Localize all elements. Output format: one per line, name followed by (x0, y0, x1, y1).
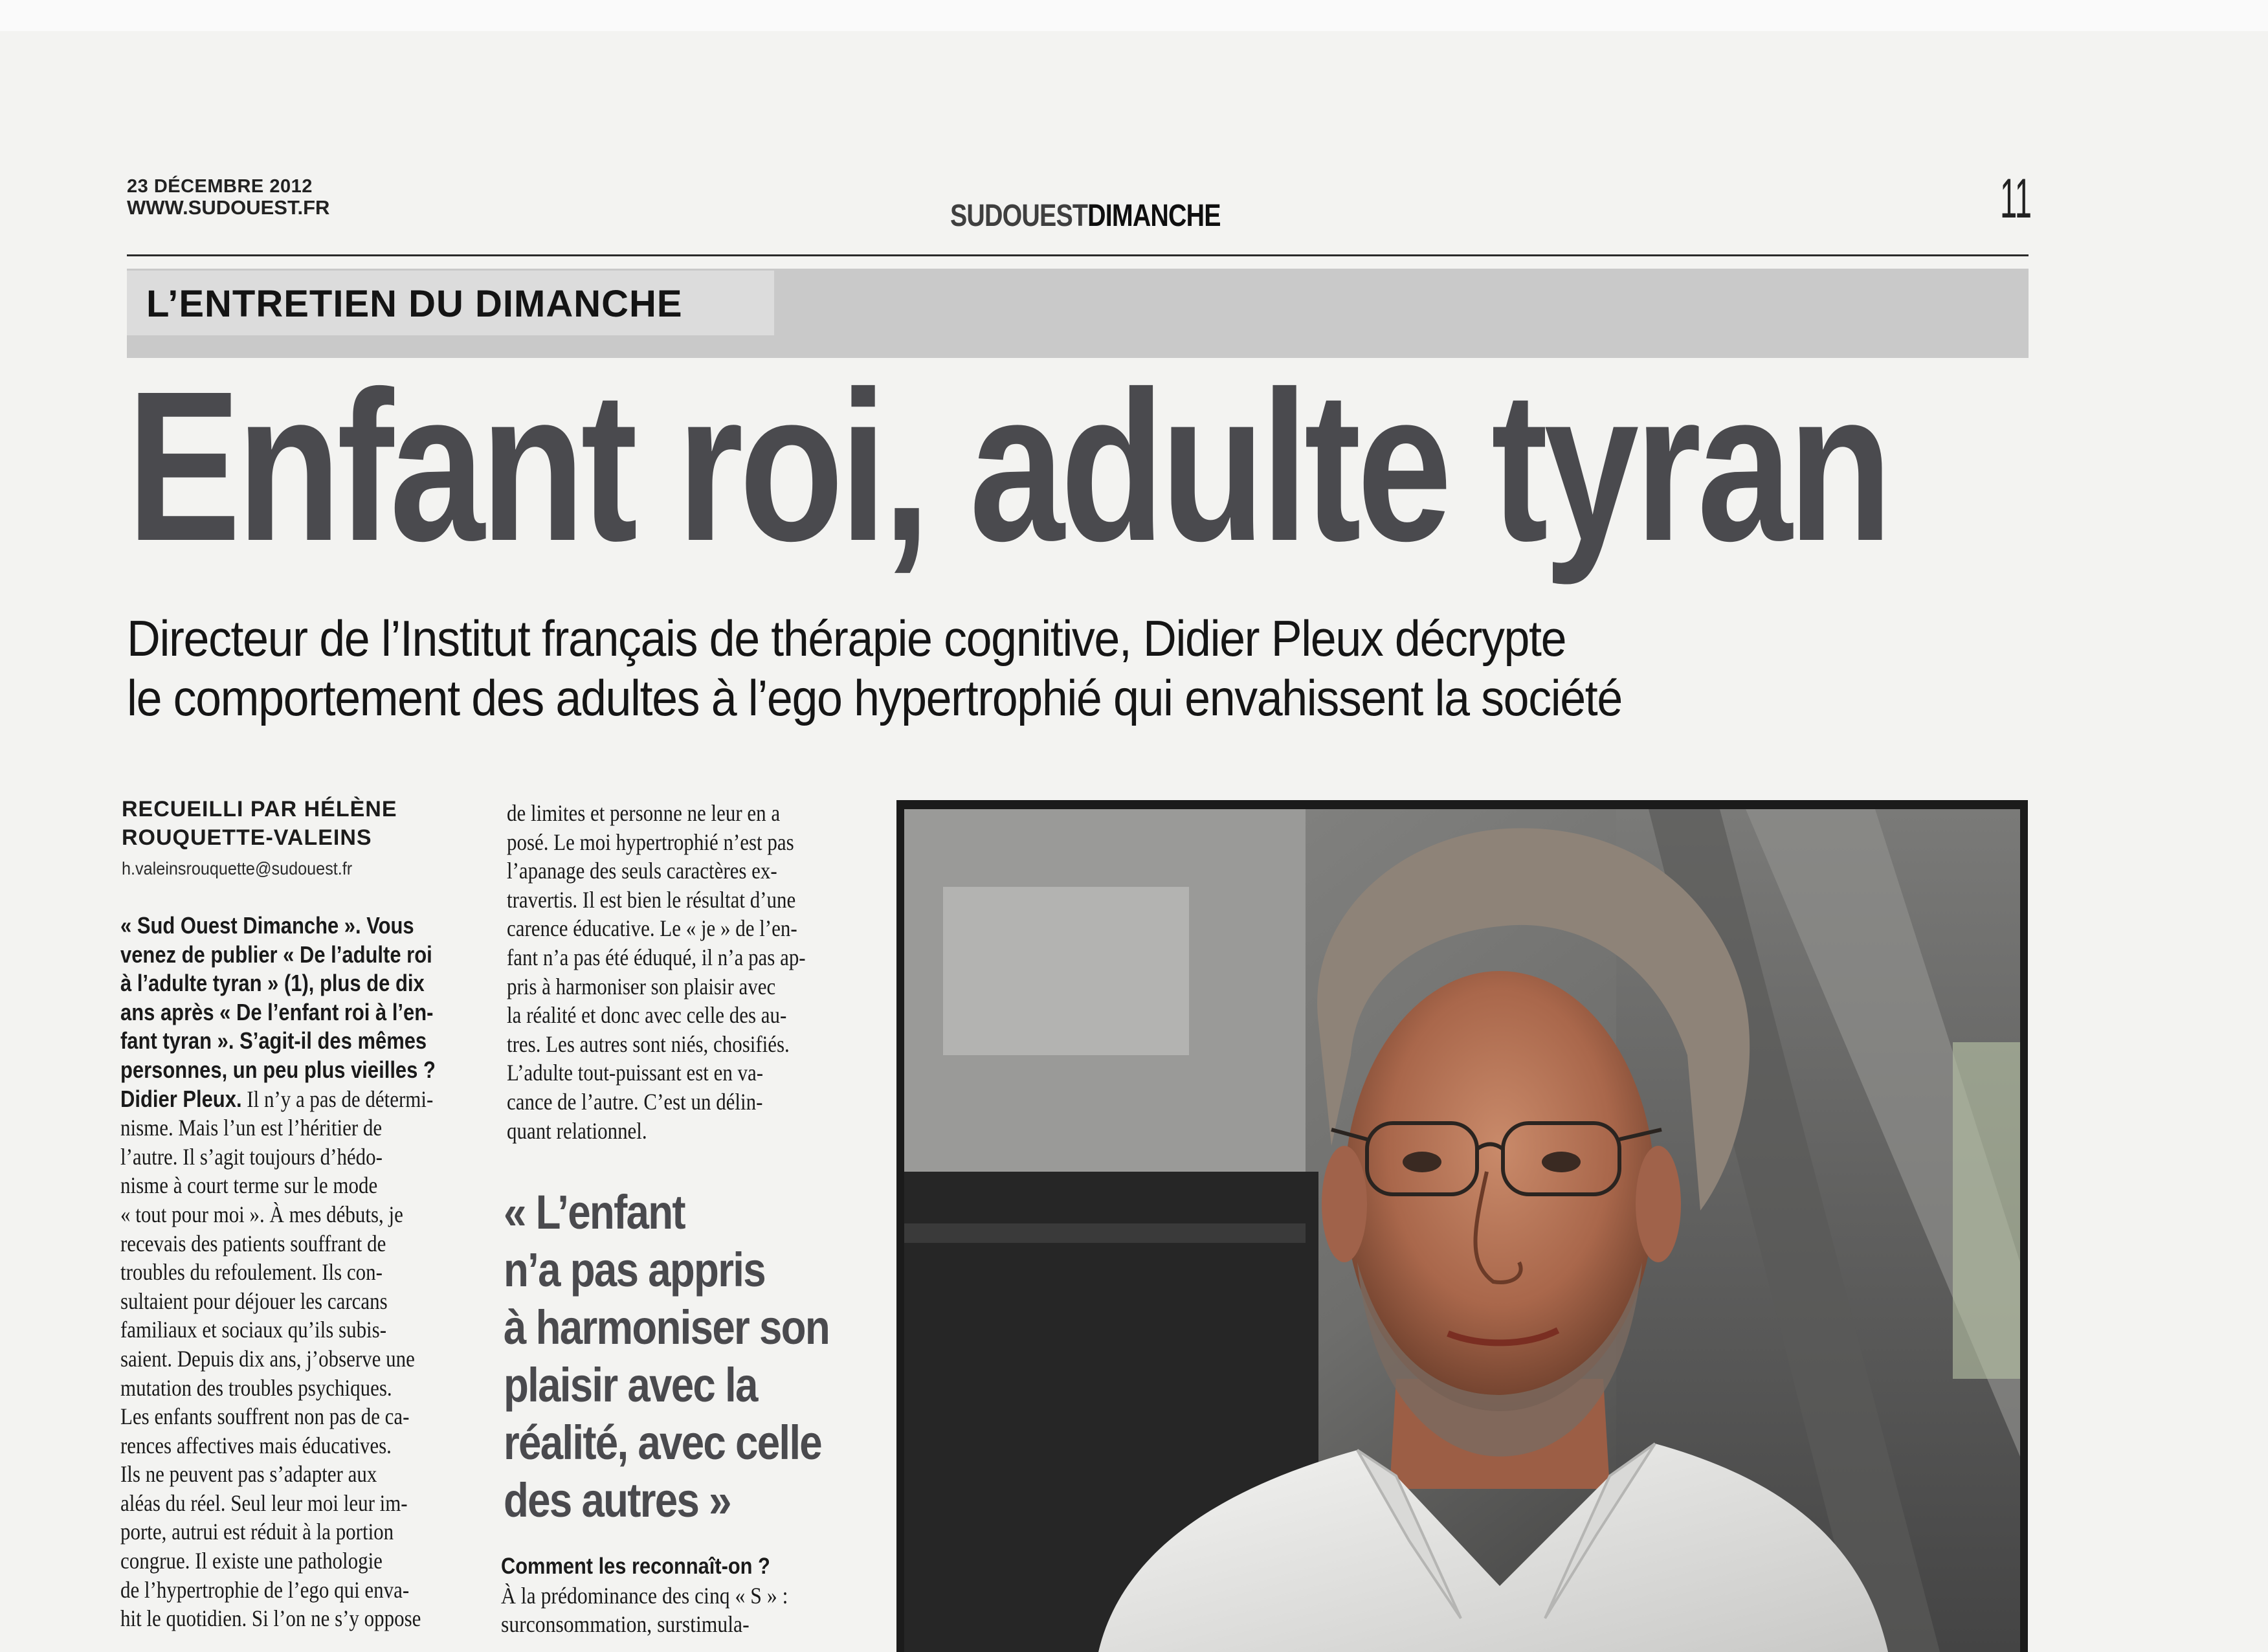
question-2-block (501, 1552, 865, 1639)
masthead-dimanche: DIMANCHE (1087, 199, 1221, 233)
answer-line (120, 1085, 456, 1114)
answer-line: nisme. Mais l’un est l’héritier de (120, 1115, 383, 1141)
question-1 (120, 911, 456, 1085)
standfirst-line-1: Directeur de l’Institut français de thérapie cognitive, Didier Pleux décrypte (127, 610, 1566, 667)
pull-quote-line: des autres » (504, 1473, 731, 1527)
answer-first-text: Il n’y a pas de détermi- (241, 1086, 434, 1112)
body-line: la réalité et donc avec celle des au- (507, 1002, 787, 1029)
issue-date: 23 DÉCEMBRE 2012 (127, 176, 313, 197)
byline-line-1: RECUEILLI PAR HÉLÈNE (122, 797, 397, 821)
author-email: h.valeinsrouquette@sudouest.fr (122, 858, 353, 878)
body-line: quant relationnel. (507, 1117, 647, 1144)
question-line: personnes, un peu plus vieilles ? (120, 1056, 436, 1083)
paper-edge (0, 0, 2268, 31)
headline: Enfant roi, adulte tyran (127, 346, 1889, 585)
answer-line: rences affectives mais éducatives. (120, 1432, 392, 1458)
answer-speaker: Didier Pleux. (120, 1085, 242, 1112)
article-column-1 (120, 911, 456, 1633)
masthead-logo (950, 198, 1221, 234)
body-line: l’apanage des seuls caractères ex- (507, 858, 777, 884)
body-line: de limites et personne ne leur en a (507, 800, 781, 826)
answer-line: troubles du refoulement. Ils con- (120, 1259, 383, 1286)
question-2: Comment les reconnaît-on ? (501, 1554, 770, 1579)
pull-quote-line: à harmoniser son (504, 1300, 829, 1354)
question-line: fant tyran ». S’agit-il des mêmes (120, 1027, 427, 1055)
header-rule (127, 254, 2029, 256)
answer-line: Les enfants souffrent non pas de ca- (120, 1403, 410, 1430)
answer-2-line: À la prédominance des cinq « S » : (501, 1582, 788, 1609)
article-column-2 (507, 799, 850, 1145)
pull-quote-line: n’a pas appris (504, 1243, 765, 1297)
byline (122, 795, 397, 852)
website-url: WWW.SUDOUEST.FR (127, 196, 330, 219)
standfirst (127, 608, 1913, 728)
answer-line: congrue. Il existe une pathologie (120, 1548, 383, 1574)
body-line: travertis. Il est bien le résultat d’une (507, 886, 796, 913)
question-line: ans après « De l’enfant roi à l’en- (120, 998, 434, 1025)
answer-line: saient. Depuis dix ans, j’observe une (120, 1345, 415, 1372)
pull-quote-line: « L’enfant (504, 1185, 685, 1239)
body-line: carence éducative. Le « je » de l’en- (507, 915, 797, 942)
answer-line: aléas du réel. Seul leur moi leur im- (120, 1490, 408, 1516)
body-line: tres. Les autres sont niés, chosifiés. (507, 1031, 790, 1057)
answer-line: hit le quotidien. Si l’on ne s’y oppose (120, 1605, 421, 1632)
page-number: 11 (2000, 168, 2032, 230)
byline-line-2: ROUQUETTE-VALEINS (122, 825, 372, 850)
answer-line: mutation des troubles psychiques. (120, 1374, 392, 1401)
answer-line: recevais des patients souffrant de (120, 1230, 386, 1256)
answer-line: de l’hypertrophie de l’ego qui enva- (120, 1576, 410, 1603)
answer-line: familiaux et sociaux qu’ils subis- (120, 1317, 387, 1343)
pull-quote (504, 1183, 860, 1529)
standfirst-line-2: le comportement des adultes à l’ego hypertrophié qui envahissent la société (127, 669, 1622, 726)
issue-info (127, 176, 329, 219)
question-line: à l’adulte tyran » (1), plus de dix (120, 970, 425, 997)
body-line: posé. Le moi hypertrophié n’est pas (507, 829, 794, 855)
question-line: « Sud Ouest Dimanche ». Vous (120, 912, 414, 939)
answer-line: porte, autrui est réduit à la portion (120, 1519, 394, 1545)
answer-line: « tout pour moi ». À mes débuts, je (120, 1201, 403, 1227)
pull-quote-line: plaisir avec la (504, 1358, 757, 1412)
portrait-photo (904, 809, 2020, 1652)
body-line: pris à harmoniser son plaisir avec (507, 973, 776, 999)
body-line: L’adulte tout-puissant est en va- (507, 1060, 764, 1086)
question-line: venez de publier « De l’adulte roi (120, 941, 432, 968)
answer-line: Ils ne peuvent pas s’adapter aux (120, 1461, 377, 1488)
answer-1 (120, 1085, 456, 1633)
pull-quote-line: réalité, avec celle (504, 1416, 821, 1469)
body-line: fant n’a pas été éduqué, il n’a pas ap- (507, 944, 806, 970)
section-label: L’ENTRETIEN DU DIMANCHE (146, 283, 683, 325)
answer-line: nisme à court terme sur le mode (120, 1172, 378, 1199)
answer-line: sultaient pour déjouer les carcans (120, 1288, 388, 1314)
answer-line: l’autre. Il s’agit toujours d’hédo- (120, 1143, 383, 1170)
body-line: cance de l’autre. C’est un délin- (507, 1088, 763, 1115)
masthead-sudouest: SUDOUEST (950, 199, 1088, 233)
answer-2-line: surconsommation, surstimula- (501, 1611, 750, 1638)
